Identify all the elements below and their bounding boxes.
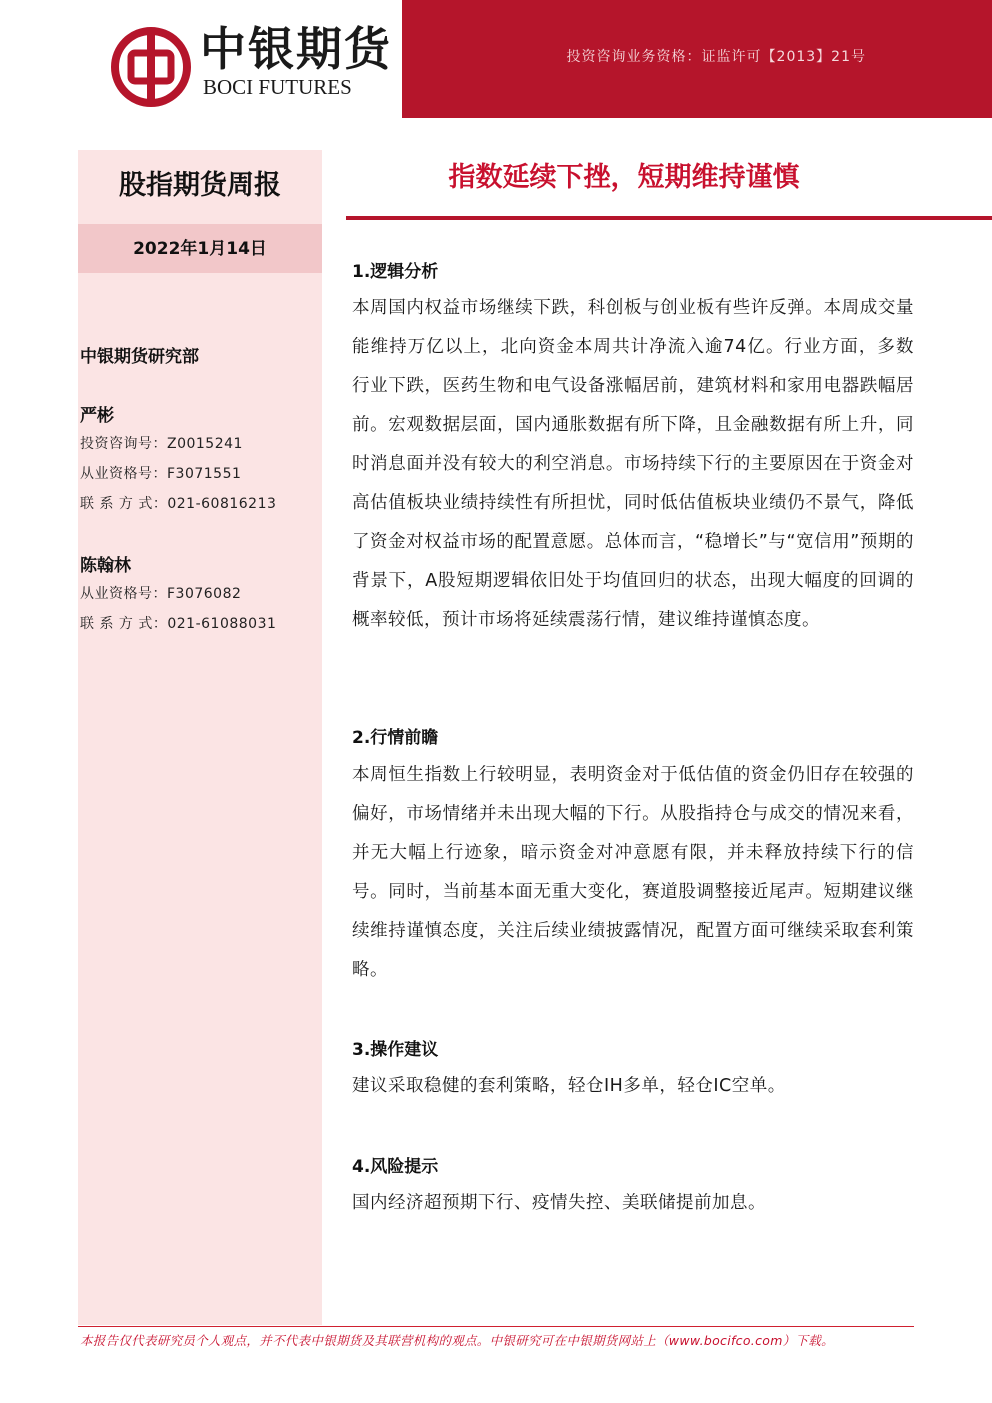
author-info-line: 从业资格号：F3076082 (80, 586, 242, 602)
report-type: 股指期货周报 (119, 170, 281, 201)
section-body: 国内经济超预期下行、疫情失控、美联储提前加息。 (352, 1193, 766, 1213)
section-heading: 2.行情前瞻 (352, 728, 439, 748)
report-title: 指数延续下挫，短期维持谨慎 (448, 162, 800, 193)
sidebar (78, 150, 322, 1325)
title-divider (346, 216, 992, 220)
brand-name-cn: 中银期货 (200, 22, 392, 76)
author-info-line: 投资咨询号：Z0015241 (80, 436, 243, 452)
department: 中银期货研究部 (80, 347, 199, 367)
author-name: 严彬 (80, 406, 114, 426)
section-body: 本周恒生指数上行较明显，表明资金对于低估值的资金仍旧存在较强的偏好，市场情绪并未出现大幅的下行。从股指持仓与成交的情况来看，并无大幅上行迹象，暗示资金对冲意愿有限，并未释放持续下行的信号。同时，当前基本面无重大变化，赛道股调整接近尾声。短期建议继续维持谨慎态度，关注后续业绩披露情况，配置方面可继续采取套利策略。 (352, 765, 914, 980)
footer-disclaimer: 本报告仅代表研究员个人观点，并不代表中银期货及其联营机构的观点。中银研究可在中银期货网站上（www.bocifco.com）下载。 (80, 1333, 834, 1348)
license-text: 投资咨询业务资格：证监许可【2013】21号 (566, 49, 866, 65)
section-heading: 4.风险提示 (352, 1157, 439, 1177)
section-body: 本周国内权益市场继续下跌，科创板与创业板有些许反弹。本周成交量能维持万亿以上，北向资金本周共计净流入逾74亿。行业方面，多数行业下跌，医药生物和电气设备涨幅居前，建筑材料和家用电器跌幅居前。宏观数据层面，国内通胀数据有所下降，且金融数据有所上升，同时消息面并没有较大的利空消息。市场持续下行的主要原因在于资金对高估值板块业绩持续性有所担忧，同时低估值板块业绩仍不景气，降低了资金对权益市场的配置意愿。总体而言，“稳增长”与“宽信用”预期的背景下，A股短期逻辑依旧处于均值回归的状态，出现大幅度的回调的概率较低，预计市场将延续震荡行情，建议维持谨慎态度。 (352, 298, 914, 630)
date-band (78, 224, 322, 273)
brand-name-en: BOCI FUTURES (203, 75, 352, 99)
section-body: 建议采取稳健的套利策略，轻仓IH多单，轻仓IC空单。 (352, 1076, 786, 1096)
header-band (402, 0, 992, 118)
section-heading: 1.逻辑分析 (352, 262, 439, 282)
boci-logo-icon (111, 27, 191, 107)
report-date: 2022年1月14日 (133, 239, 267, 259)
author-info-line: 从业资格号：F3071551 (80, 466, 242, 482)
author-name: 陈翰林 (80, 556, 131, 576)
footer-divider (78, 1326, 914, 1327)
author-info-line: 联 系 方 式：021-60816213 (80, 496, 277, 512)
author-info-line: 联 系 方 式：021-61088031 (80, 616, 277, 632)
section-heading: 3.操作建议 (352, 1040, 439, 1060)
